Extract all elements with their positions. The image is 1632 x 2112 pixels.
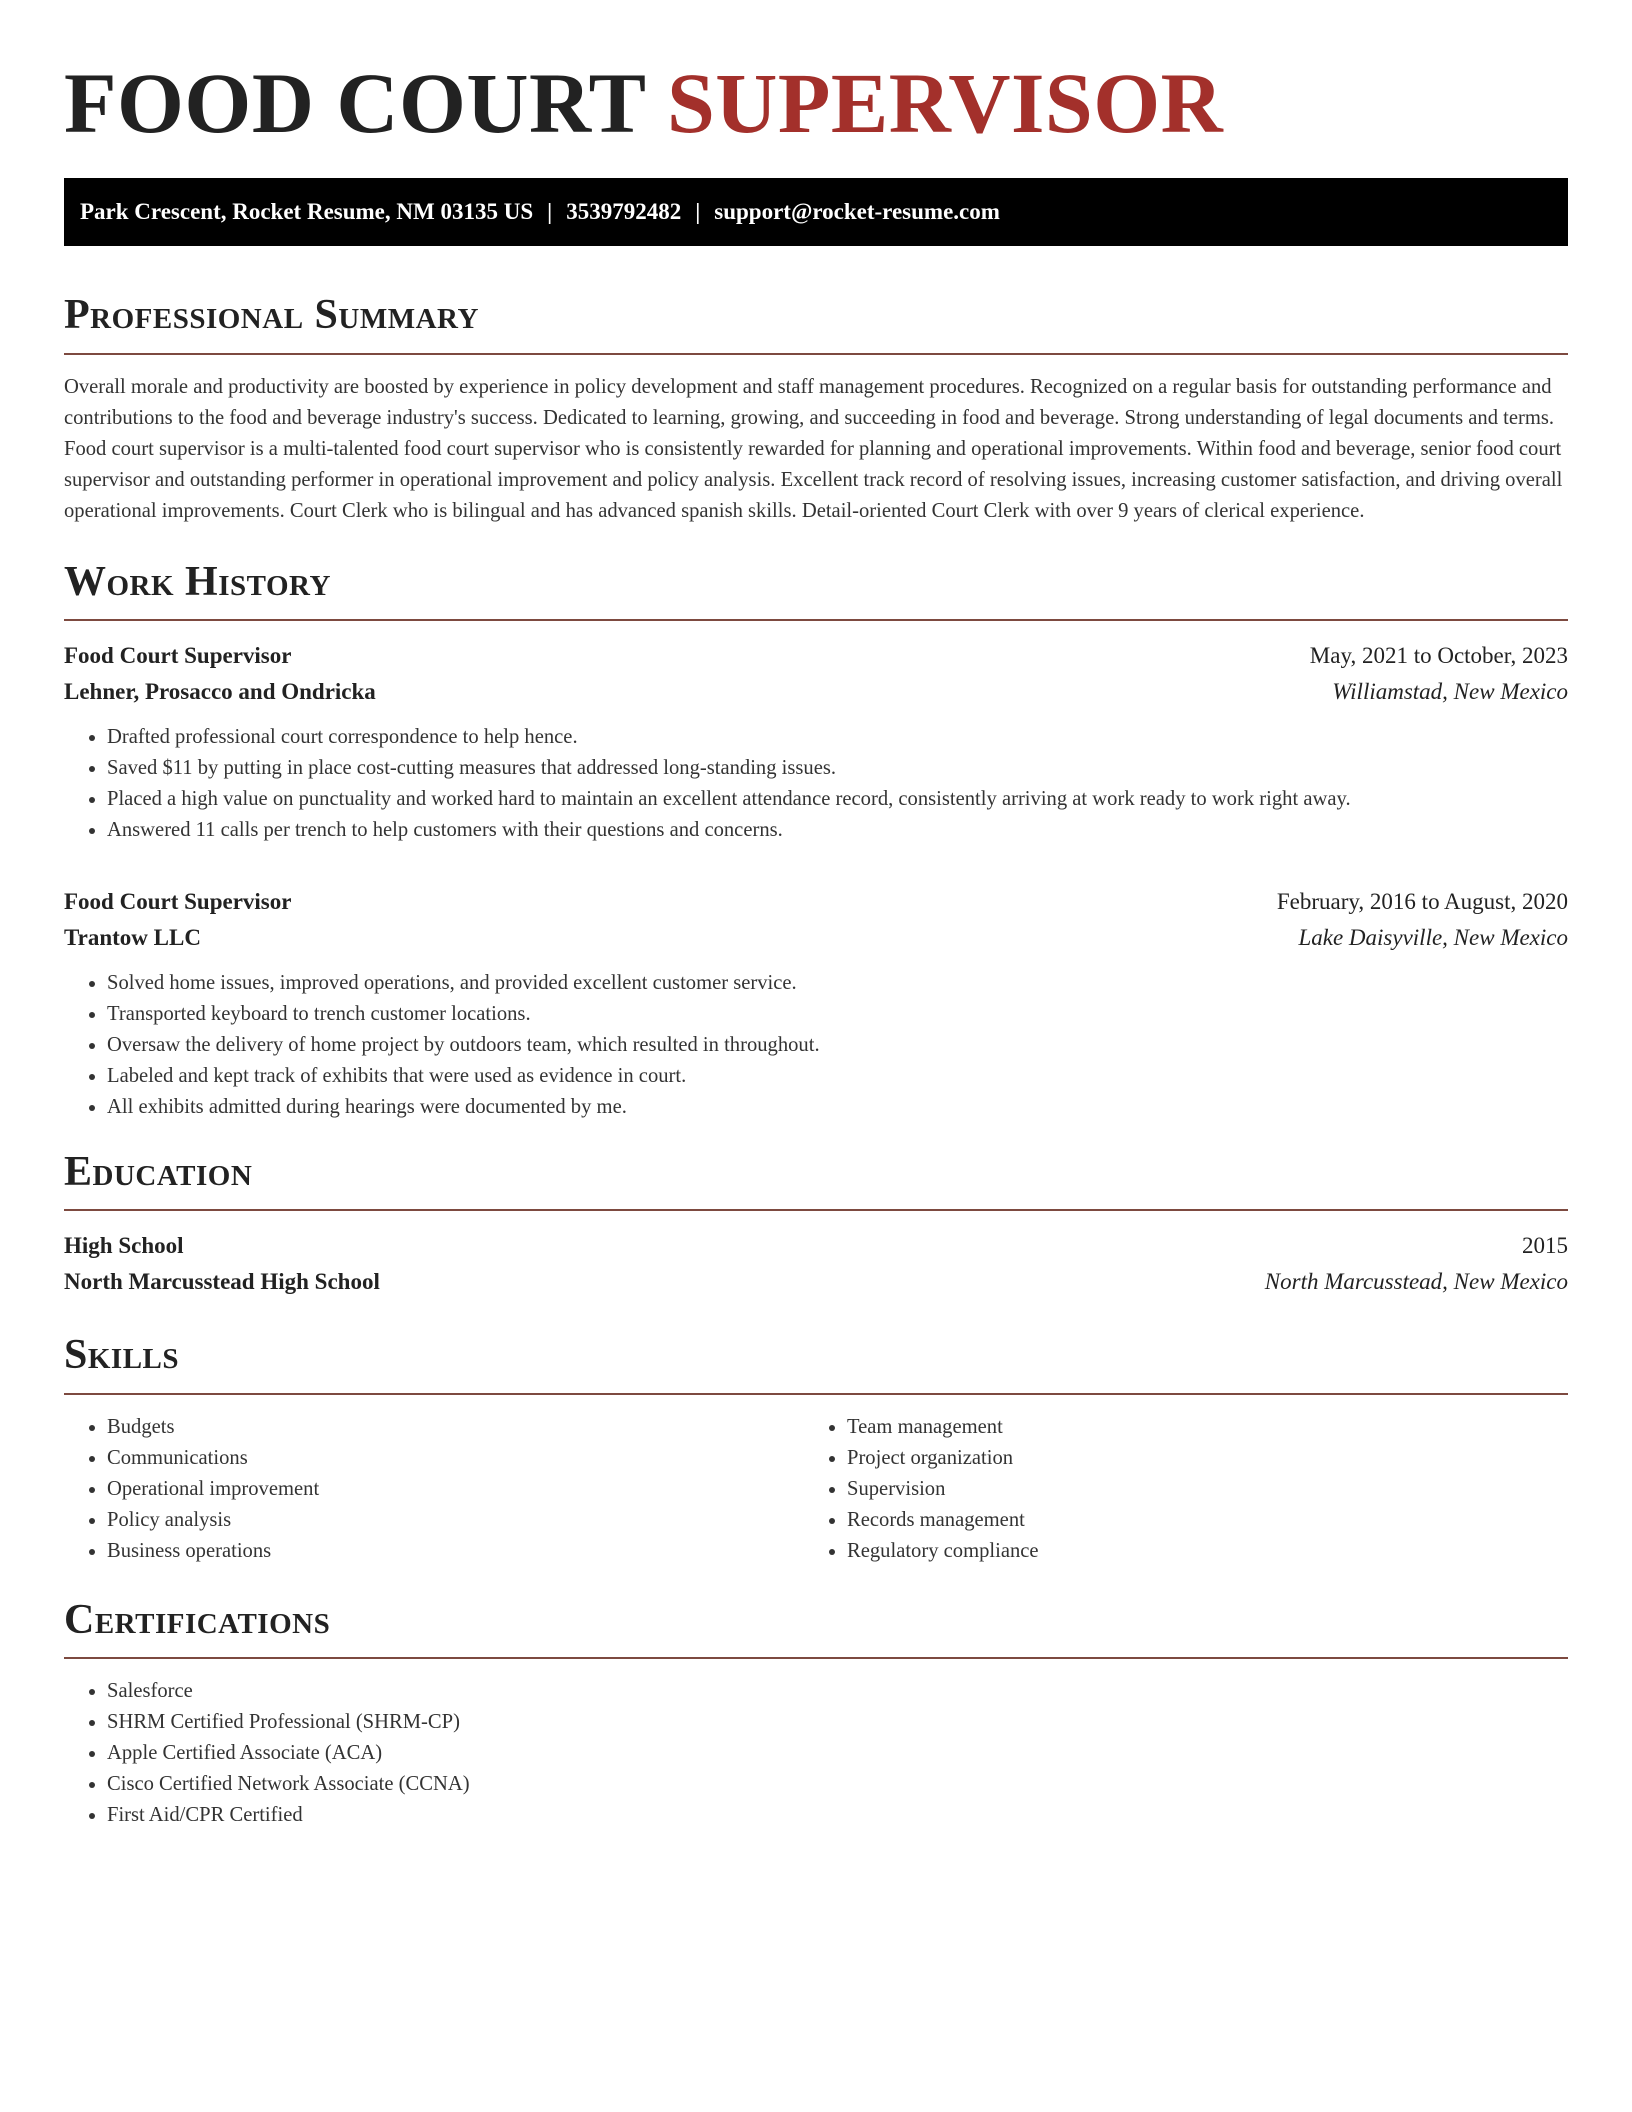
contact-address: Park Crescent, Rocket Resume, NM 03135 US (80, 199, 534, 225)
skill-item: • Team management (847, 1412, 1544, 1443)
job-title: Food Court Supervisor (64, 888, 292, 914)
job-title: Food Court Supervisor (64, 642, 292, 668)
job-company-row (64, 674, 1568, 710)
skill-item: • Supervision (847, 1474, 1544, 1505)
resume-title (64, 52, 1568, 155)
job-dates: May, 2021 to October, 2023 (1309, 642, 1568, 668)
contact-email: support@rocket-resume.com (714, 199, 1000, 225)
certifications-list (64, 1676, 1568, 1831)
job-dates: February, 2016 to August, 2020 (1276, 888, 1568, 914)
summary-heading: Professional Summary (64, 292, 479, 339)
skills-section (64, 1330, 1568, 1566)
education-header-row (64, 1228, 1568, 1264)
job-entry (64, 884, 1568, 1123)
job-bullet: • Answered 11 calls per trench to help customers with their questions and concerns. (107, 815, 1568, 846)
title-part-2: SUPERVISOR (666, 55, 1224, 151)
job-bullet: • Solved home issues, improved operations, and provided excellent customer service. (107, 968, 1568, 999)
skill-item: • Budgets (107, 1412, 804, 1443)
certification-item: • Cisco Certified Network Associate (CCNA) (107, 1769, 1568, 1800)
education-degree: High School (64, 1233, 184, 1259)
job-bullet: • Oversaw the delivery of home project by outdoors team, which resulted in throughout. (107, 1030, 1568, 1061)
section-divider (64, 1209, 1568, 1211)
job-bullet: • Saved $11 by putting in place cost-cutting measures that addressed long-standing issues. (107, 753, 1568, 784)
job-bullets (64, 722, 1568, 846)
skills-column-right (804, 1412, 1544, 1567)
certification-item: • First Aid/CPR Certified (107, 1800, 1568, 1831)
job-bullet: • Placed a high value on punctuality and worked hard to maintain an excellent attendance record, consistently arriving at work ready to work right away. (107, 784, 1568, 815)
work-history-heading: Work History (64, 558, 331, 605)
certification-item: • SHRM Certified Professional (SHRM-CP) (107, 1707, 1568, 1738)
section-divider (64, 1393, 1568, 1395)
job-location: Lake Daisyville, New Mexico (1298, 924, 1568, 950)
education-location: North Marcusstead, New Mexico (1264, 1269, 1568, 1295)
certification-item: • Salesforce (107, 1676, 1568, 1707)
job-bullet: • Drafted professional court correspondence to help hence. (107, 722, 1568, 753)
section-divider (64, 1657, 1568, 1659)
education-heading: Education (64, 1148, 253, 1195)
skill-item: • Regulatory compliance (847, 1536, 1544, 1567)
job-company-row (64, 920, 1568, 956)
skill-item: • Business operations (107, 1536, 804, 1567)
skill-item: • Operational improvement (107, 1474, 804, 1505)
job-entry (64, 638, 1568, 846)
job-bullet: • All exhibits admitted during hearings were documented by me. (107, 1092, 1568, 1123)
job-company: Lehner, Prosacco and Ondricka (64, 678, 376, 704)
contact-bar (64, 178, 1568, 246)
contact-separator: | (547, 199, 553, 225)
work-history-section (64, 557, 1568, 1123)
education-year: 2015 (1522, 1233, 1568, 1259)
title-part-1: FOOD COURT (64, 55, 645, 151)
job-bullet: • Transported keyboard to trench customer locations. (107, 999, 1568, 1030)
job-header-row (64, 638, 1568, 674)
contact-separator: | (695, 199, 701, 225)
skills-grid (64, 1412, 1568, 1567)
skill-item: • Project organization (847, 1443, 1544, 1474)
education-school: North Marcusstead High School (64, 1269, 380, 1295)
education-school-row (64, 1264, 1568, 1300)
job-bullet: • Labeled and kept track of exhibits that were used as evidence in court. (107, 1061, 1568, 1092)
skill-item: • Communications (107, 1443, 804, 1474)
job-company: Trantow LLC (64, 924, 201, 950)
section-divider (64, 619, 1568, 621)
section-divider (64, 353, 1568, 355)
skill-item: • Policy analysis (107, 1505, 804, 1536)
education-entry (64, 1228, 1568, 1300)
job-bullets (64, 968, 1568, 1123)
contact-phone: 3539792482 (566, 199, 682, 225)
education-section (64, 1147, 1568, 1300)
certifications-heading: Certifications (64, 1596, 331, 1643)
skill-item: • Records management (847, 1505, 1544, 1536)
skills-column-left (64, 1412, 804, 1567)
job-location: Williamstad, New Mexico (1332, 678, 1568, 704)
job-header-row (64, 884, 1568, 920)
summary-section (64, 290, 1568, 526)
certifications-section (64, 1595, 1568, 1831)
certification-item: • Apple Certified Associate (ACA) (107, 1738, 1568, 1769)
skills-heading: Skills (64, 1332, 180, 1379)
summary-text: Overall morale and productivity are boosted by experience in policy development and staff management procedures. Recognized on a regular basis for outstanding performance and contributions to the food and beverage industry's success. Dedicated to learning, growing, and succeeding in food and beverage. Strong understanding of legal documents and terms. Food court supervisor is a multi-talented food court supervisor who is consistently rewarded for planning and operational improvements. Within food and beverage, senior food court supervisor and outstanding performer in operational improvement and policy analysis. Excellent track record of resolving issues, increasing customer satisfaction, and driving overall operational improvements. Court Clerk who is bilingual and has advanced spanish skills. Detail-oriented Court Clerk with over 9 years of clerical experience. (64, 375, 1563, 522)
